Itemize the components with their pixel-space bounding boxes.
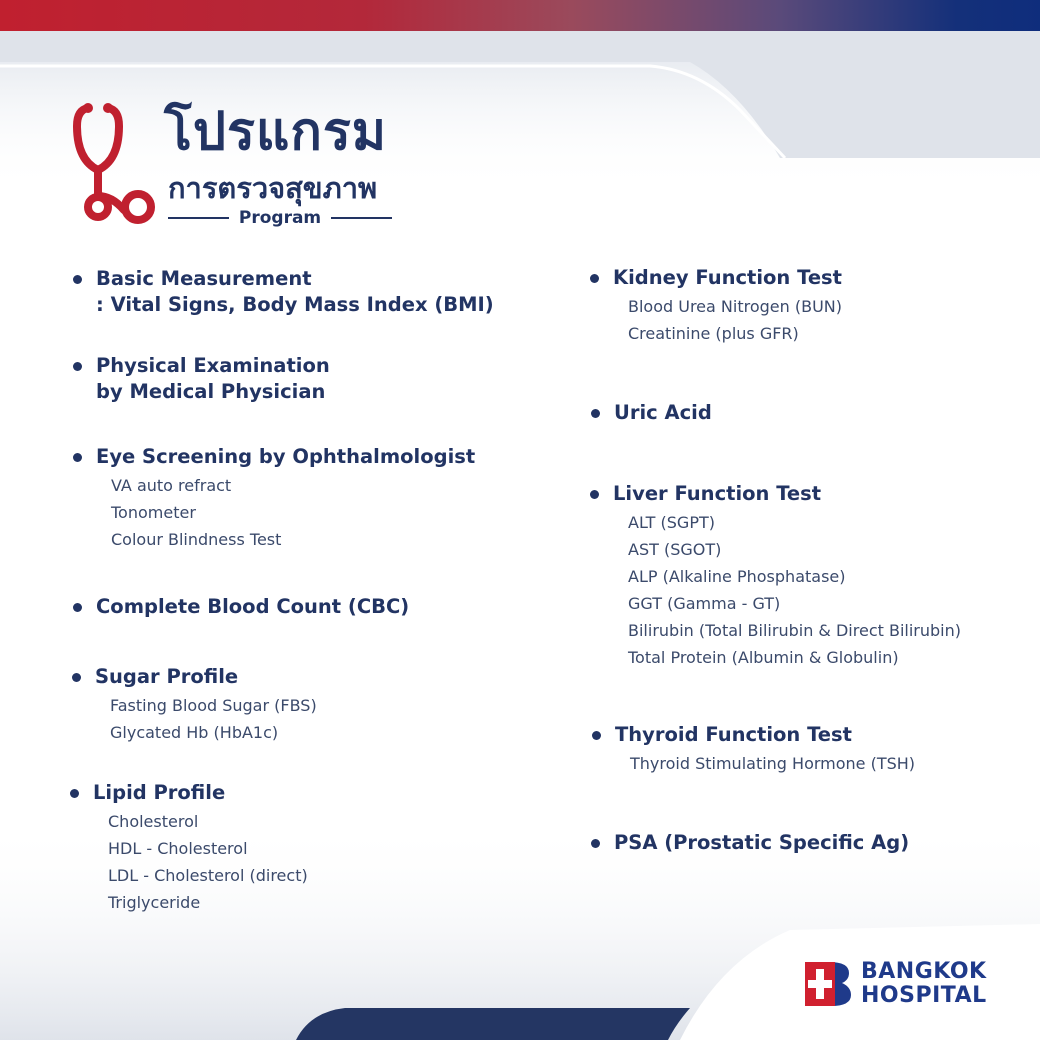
checkup-item-cbc [73, 594, 409, 620]
bullet-icon [592, 731, 601, 740]
item-title-line2: by Medical Physician [96, 380, 326, 403]
sub-item: Fasting Blood Sugar (FBS) [110, 696, 317, 715]
sub-item: VA auto refract [111, 476, 232, 495]
checkup-item-lipid-profile [70, 780, 308, 916]
item-title: Thyroid Function Test [615, 723, 852, 746]
checkup-item-eye-screening [73, 444, 475, 553]
sub-item: Thyroid Stimulating Hormone (TSH) [630, 754, 916, 773]
item-title: Complete Blood Count (CBC) [96, 595, 410, 618]
bullet-icon [73, 453, 82, 462]
item-title: Physical Examination [96, 354, 330, 377]
sub-item: Cholesterol [108, 812, 199, 831]
checkup-item-thyroid-function [592, 722, 915, 777]
header [72, 100, 412, 230]
checkup-item-psa [591, 830, 909, 856]
checkup-item-liver-function [590, 481, 961, 671]
divider-line [168, 217, 229, 219]
divider-line [331, 217, 392, 219]
bullet-icon [591, 839, 600, 848]
item-title: Uric Acid [614, 401, 712, 424]
logo-line2: HOSPITAL [861, 983, 987, 1008]
sub-item: HDL - Cholesterol [108, 839, 248, 858]
bullet-icon [73, 275, 82, 284]
bullet-icon [72, 673, 81, 682]
stethoscope-icon [72, 100, 162, 226]
subtitle-thai: การตรวจสุขภาพ [168, 171, 378, 205]
bangkok-hospital-logo-icon [803, 960, 853, 1008]
item-title: Liver Function Test [613, 482, 822, 505]
sub-item: LDL - Cholesterol (direct) [108, 866, 308, 885]
item-title: Sugar Profile [95, 665, 239, 688]
sub-item: Tonometer [111, 503, 196, 522]
bangkok-hospital-logo [803, 960, 1008, 1008]
item-title: Eye Screening by Ophthalmologist [96, 445, 476, 468]
item-title: PSA (Prostatic Specific Ag) [614, 831, 910, 854]
item-title: Lipid Profile [93, 781, 226, 804]
bullet-icon [590, 490, 599, 499]
logo-line1: BANGKOK [861, 959, 987, 984]
sub-item: Glycated Hb (HbA1c) [110, 723, 279, 742]
bullet-icon [73, 362, 82, 371]
title-thai: โปรแกรม [164, 102, 388, 162]
sub-item: Creatinine (plus GFR) [628, 324, 799, 343]
checkup-item-basic-measurement [73, 266, 494, 318]
item-title: Basic Measurement [96, 267, 312, 290]
sub-item: Bilirubin (Total Bilirubin & Direct Bilirubin) [628, 621, 961, 640]
sub-item: ALP (Alkaline Phosphatase) [628, 567, 846, 586]
bullet-icon [590, 274, 599, 283]
program-label: Program [238, 208, 322, 228]
program-label-row [168, 206, 392, 230]
sub-item: Triglyceride [108, 893, 201, 912]
sub-item: Blood Urea Nitrogen (BUN) [628, 297, 842, 316]
top-color-band [0, 0, 1040, 31]
sub-item: Total Protein (Albumin & Globulin) [628, 648, 899, 667]
sub-item: GGT (Gamma - GT) [628, 594, 781, 613]
bullet-icon [70, 789, 79, 798]
checkup-item-kidney-function [590, 265, 842, 347]
checkup-item-physical-examination [73, 353, 330, 405]
sub-item: Colour Blindness Test [111, 530, 282, 549]
sub-item: AST (SGOT) [628, 540, 722, 559]
checkup-item-sugar-profile [72, 664, 317, 746]
item-title-line2: : Vital Signs, Body Mass Index (BMI) [96, 293, 494, 316]
checkup-item-uric-acid [591, 400, 712, 426]
item-title: Kidney Function Test [613, 266, 842, 289]
bullet-icon [73, 603, 82, 612]
sub-item: ALT (SGPT) [628, 513, 715, 532]
bullet-icon [591, 409, 600, 418]
